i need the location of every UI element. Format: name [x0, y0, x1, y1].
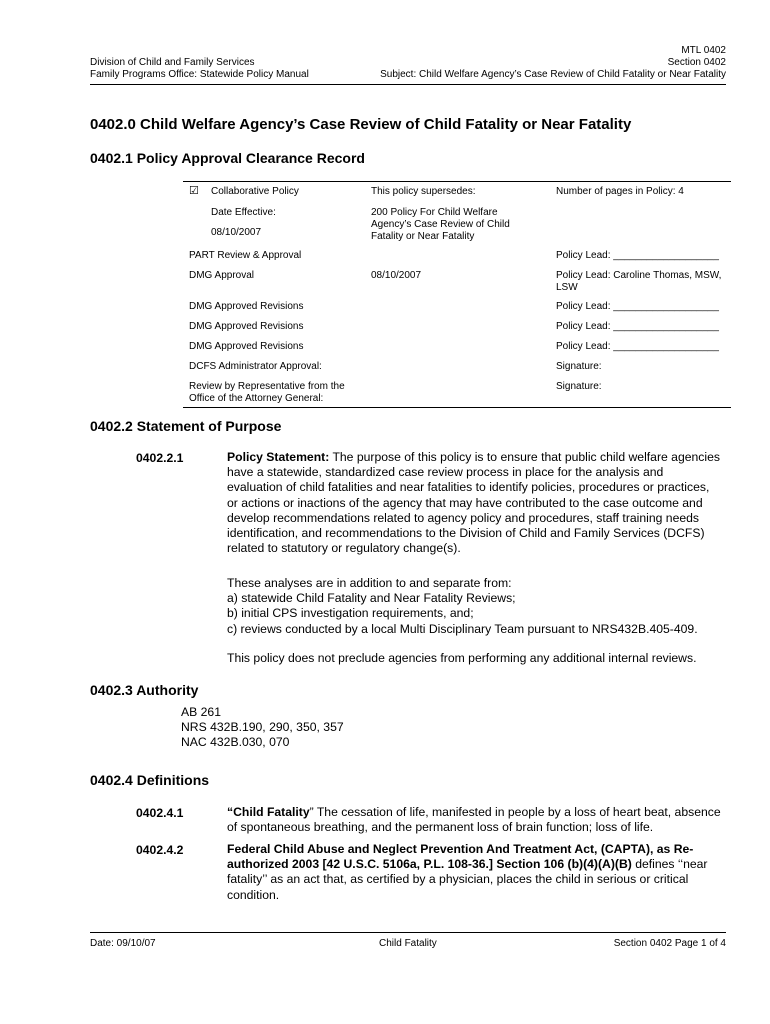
row-policy-lead: Policy Lead: Caroline Thomas, MSW, LSW [556, 270, 722, 293]
definition-child-fatality [227, 805, 727, 835]
definition-number: 0402.4.2 [136, 843, 184, 857]
purpose-heading: 0402.2 Statement of Purpose [90, 418, 282, 434]
clearance-row-header [183, 182, 731, 248]
checkbox-icon: ☑ [189, 185, 199, 197]
policy-statement-lead: Policy Statement: [227, 450, 330, 464]
row-label: DMG Approved Revisions [189, 341, 304, 352]
definition-text: defines ‘‘near fatality’’ as an act that, as certified by a physician, places the child in serious or critical condition. [227, 857, 708, 902]
analyses-block [227, 576, 727, 637]
row-label: DMG Approved Revisions [189, 321, 304, 332]
row-signature: Signature: [556, 381, 602, 392]
clearance-row [183, 339, 731, 359]
row-label: DCFS Administrator Approval: [189, 361, 322, 372]
row-policy-lead: Policy Lead: ___________________ [556, 301, 719, 312]
authority-item: NAC 432B.030, 070 [181, 735, 290, 750]
definition-term: Federal Child Abuse and Neglect Prevention And Treatment Act, (CAPTA), as Re-authorized 2003 [42 U.S.C. 5106a, P.L. 108-36.] Section 106 (b)(4)(A)(B) [227, 842, 694, 872]
analyses-intro: These analyses are in addition to and separate from: [227, 576, 512, 590]
page-header [90, 44, 726, 85]
date-effective-value: 08/10/2007 [211, 227, 262, 238]
page-title: 0402.0 Child Welfare Agency’s Case Review of Child Fatality or Near Fatality [90, 116, 632, 133]
superseded-policy: 200 Policy For Child Welfare Agency’s Case Review of Child Fatality or Near Fatality [371, 207, 510, 242]
clearance-row [183, 268, 731, 299]
manual-name: Family Programs Office: Statewide Policy Manual [90, 69, 309, 80]
header-right [380, 45, 726, 81]
clearance-table [183, 181, 731, 408]
definition-near-fatality [227, 842, 724, 903]
analyses-item: b) initial CPS investigation requirements, and; [227, 606, 474, 621]
header-left [90, 57, 309, 81]
authority-heading: 0402.3 Authority [90, 682, 199, 698]
policy-statement-text: The purpose of this policy is to ensure that public child welfare agencies have a statewide, standardized case review process in place for the analysis and evaluation of child fatalities and near fatalities to identify policies, procedures or practices, or actions or inactions of the agency that may have contributed to the case outcome and develop recommendations related to agency policy and procedures, staff training needs identification, and recommendations to the Division of Child and Family Services (DCFS) related to statutory or regulatory change(s). [227, 450, 720, 556]
definition-number: 0402.4.1 [136, 806, 184, 820]
mtl-number: MTL 0402 [681, 45, 726, 56]
row-label: PART Review & Approval [189, 250, 302, 261]
definitions-heading: 0402.4 Definitions [90, 772, 210, 788]
row-label: DMG Approval [189, 270, 255, 281]
clearance-row [183, 379, 731, 407]
definition-term: “Child Fatality [227, 805, 310, 819]
purpose-closing: This policy does not preclude agencies from performing any additional internal reviews. [227, 651, 697, 665]
pages-count: Number of pages in Policy: 4 [556, 186, 684, 197]
row-signature: Signature: [556, 361, 602, 372]
supersedes-label: This policy supersedes: [371, 186, 476, 197]
clearance-row [183, 359, 731, 379]
clearance-row [183, 299, 731, 319]
clearance-heading: 0402.1 Policy Approval Clearance Record [90, 150, 365, 166]
clearance-row [183, 248, 731, 268]
section-number: Section 0402 [667, 57, 726, 68]
date-effective-label: Date Effective: [211, 207, 276, 218]
analyses-item: c) reviews conducted by a local Multi Disciplinary Team pursuant to NRS432B.405-409. [227, 621, 698, 636]
footer-page-number: Section 0402 Page 1 of 4 [613, 938, 726, 949]
collaborative-policy-label: Collaborative Policy [211, 186, 299, 197]
purpose-number: 0402.2.1 [136, 451, 184, 465]
clearance-row [183, 319, 731, 339]
subject-line: Subject: Child Welfare Agency’s Case Review of Child Fatality or Near Fatality [380, 69, 726, 80]
row-date: 08/10/2007 [371, 270, 422, 281]
row-label: DMG Approved Revisions [189, 301, 304, 312]
footer-date: Date: 09/10/07 [90, 938, 156, 949]
division-name: Division of Child and Family Services [90, 57, 255, 68]
row-policy-lead: Policy Lead: ___________________ [556, 341, 719, 352]
row-label: Review by Representative from the Office of the Attorney General: [189, 381, 345, 404]
authority-list [181, 705, 481, 751]
footer-topic: Child Fatality [379, 938, 437, 949]
definition-text: ” The cessation of life, manifested in people by a loss of heart beat, absence of spontaneous breathing, and the permanent loss of brain function; loss of life. [227, 805, 721, 835]
analyses-item: a) statewide Child Fatality and Near Fatality Reviews; [227, 591, 516, 606]
policy-statement [227, 450, 722, 556]
row-policy-lead: Policy Lead: ___________________ [556, 321, 719, 332]
authority-item: NRS 432B.190, 290, 350, 357 [181, 720, 344, 735]
row-policy-lead: Policy Lead: ___________________ [556, 250, 719, 261]
authority-item: AB 261 [181, 705, 221, 719]
page-footer [90, 932, 726, 949]
